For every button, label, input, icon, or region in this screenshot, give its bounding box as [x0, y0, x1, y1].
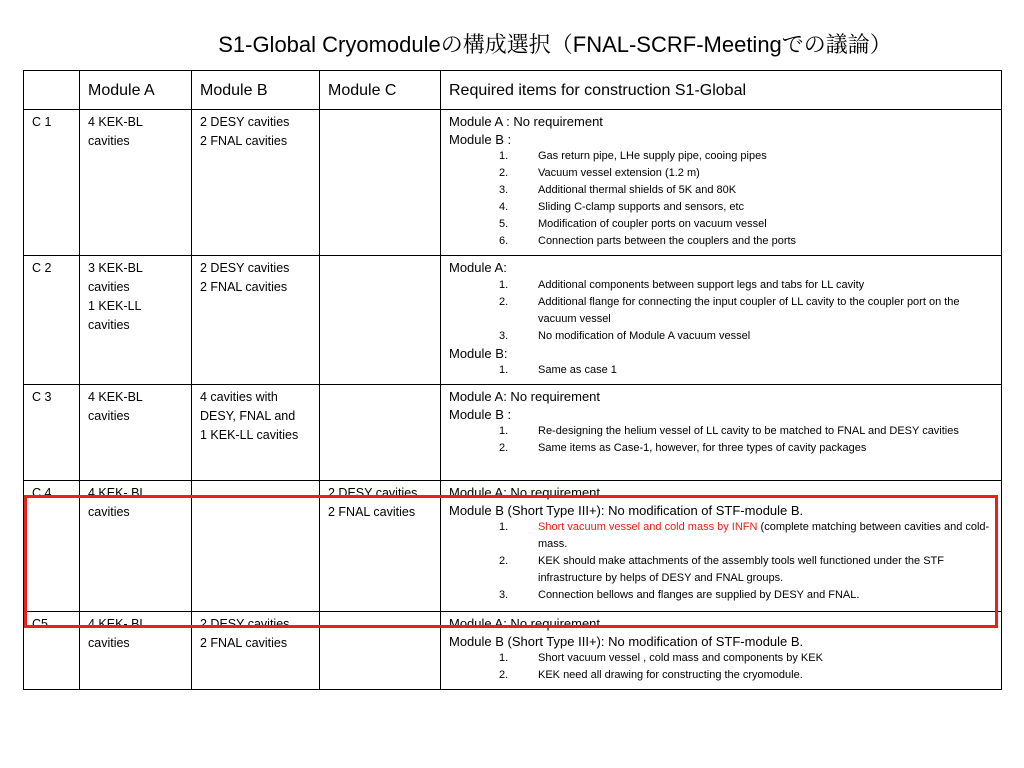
table-row-c2 — [24, 256, 1002, 385]
table-row-c5 — [24, 612, 1002, 690]
list-item — [449, 519, 993, 553]
list-number: 6. — [499, 235, 509, 247]
cell-line: 2 DESY cavities — [328, 486, 418, 500]
requirement-line: Module A: — [449, 260, 507, 275]
case-label: C 1 — [24, 110, 80, 256]
list-number: 1. — [499, 521, 509, 533]
list-number: 2. — [499, 295, 509, 308]
requirement-list — [449, 148, 993, 250]
module-a-cell — [80, 256, 192, 385]
cell-line: 4 KEK- BL — [88, 486, 147, 500]
list-item-text: Vacuum vessel extension (1.2 m) — [538, 167, 700, 179]
list-item-text: Additional flange for connecting the input coupler of LL cavity to the coupler port on the vacuum vessel — [538, 295, 960, 325]
requirement-line: Module A : No requirement — [449, 114, 603, 129]
list-item — [449, 233, 993, 250]
module-b-cell — [192, 385, 320, 481]
list-item — [449, 294, 993, 328]
list-item-text: KEK need all drawing for constructing the cryomodule. — [538, 669, 803, 681]
cell-line: 2 FNAL cavities — [200, 134, 288, 148]
list-item-text: KEK should make attachments of the assembly tools well functioned under the STF infrastructure by helps of DESY and FNAL groups. — [538, 555, 944, 584]
list-item-text: Modification of coupler ports on vacuum vessel — [538, 218, 767, 230]
module-c-cell — [320, 385, 441, 481]
list-item — [449, 440, 993, 457]
cell-line: 1 KEK-LL cavities — [200, 428, 299, 442]
cell-line: 2 DESY cavities — [200, 617, 290, 631]
requirement-list — [449, 362, 993, 379]
requirement-list — [449, 423, 993, 457]
requirement-list — [449, 650, 993, 684]
list-item-text: Connection bellows and flanges are supplied by DESY and FNAL. — [538, 589, 860, 601]
requirement-line: Module A: No requirement — [449, 485, 601, 500]
list-item — [449, 199, 993, 216]
module-a-cell — [80, 481, 192, 612]
list-item-text: Additional components between support legs and tabs for LL cavity — [538, 278, 865, 291]
list-number: 2. — [499, 669, 509, 681]
required-items-cell — [441, 612, 1002, 690]
required-items-cell — [441, 385, 1002, 481]
list-number: 1. — [499, 278, 509, 291]
cell-line: cavities — [88, 636, 130, 650]
module-b-cell — [192, 612, 320, 690]
table-row-c3 — [24, 385, 1002, 481]
cell-line: 2 DESY cavities — [200, 115, 290, 129]
cell-line: DESY, FNAL and — [200, 409, 296, 423]
requirement-list — [449, 277, 993, 345]
list-item — [449, 650, 993, 667]
required-items-cell — [441, 110, 1002, 256]
module-c-cell — [320, 110, 441, 256]
required-items-cell — [441, 481, 1002, 612]
table-header-row — [24, 71, 1002, 110]
cell-line: 2 FNAL cavities — [200, 280, 288, 294]
header-module-a: Module A — [80, 71, 192, 110]
requirement-line: Module A: No requirement — [449, 389, 601, 404]
requirement-line: Module B (Short Type III+): No modification of STF-module B. — [449, 502, 804, 518]
highlighted-text: Short vacuum vessel and cold mass by INFN — [538, 521, 758, 533]
module-a-cell — [80, 385, 192, 481]
list-item — [449, 587, 993, 604]
cell-line: 4 cavities with — [200, 390, 278, 404]
cell-line: cavities — [88, 505, 130, 519]
cell-line: 4 KEK-BL — [88, 390, 143, 404]
requirement-line: Module B: — [449, 345, 508, 361]
module-b-cell — [192, 110, 320, 256]
case-label: C 4 — [24, 481, 80, 612]
module-a-cell — [80, 110, 192, 256]
list-item-text: (complete matching between cavities and cold-mass. — [538, 521, 990, 550]
cell-line: 2 FNAL cavities — [328, 505, 416, 519]
requirement-line: Module A: No requirement — [449, 616, 601, 631]
list-item-text: No modification of Module A vacuum vessel — [538, 329, 751, 342]
module-b-cell — [192, 256, 320, 385]
cell-line: 2 DESY cavities — [200, 261, 290, 275]
header-module-b: Module B — [192, 71, 320, 110]
list-item-text: Re-designing the helium vessel of LL cavity to be matched to FNAL and DESY cavities — [538, 425, 959, 437]
list-item — [449, 277, 993, 294]
header-cell-empty — [24, 71, 80, 110]
module-c-cell — [320, 256, 441, 385]
list-number: 1. — [499, 150, 509, 162]
list-number: 3. — [499, 589, 509, 601]
list-number: 2. — [499, 167, 509, 179]
module-a-cell — [80, 612, 192, 690]
cell-line: 4 KEK-BL — [88, 115, 143, 129]
required-items-cell — [441, 256, 1002, 385]
list-number: 5. — [499, 218, 509, 230]
table-row-c4 — [24, 481, 1002, 612]
list-item — [449, 553, 993, 587]
cryomodule-options-table — [23, 70, 1002, 690]
list-item — [449, 667, 993, 684]
list-number: 4. — [499, 201, 509, 213]
list-item-text: Connection parts between the couplers and the ports — [538, 235, 797, 247]
list-item — [449, 148, 993, 165]
list-item — [449, 165, 993, 182]
case-label: C 3 — [24, 385, 80, 481]
list-item-text: Short vacuum vessel , cold mass and components by KEK — [538, 652, 823, 664]
cell-line: cavities — [88, 318, 130, 332]
requirement-list — [449, 519, 993, 604]
list-item-text: Sliding C-clamp supports and sensors, etc — [538, 201, 745, 213]
module-b-cell — [192, 481, 320, 612]
list-number: 1. — [499, 364, 509, 376]
list-item-text: Gas return pipe, LHe supply pipe, cooing pipes — [538, 150, 767, 162]
table-row-c1 — [24, 110, 1002, 256]
requirement-line: Module B : — [449, 406, 512, 422]
list-item-text: Same as case 1 — [538, 364, 617, 376]
list-item — [449, 362, 993, 379]
list-item-text: Additional thermal shields of 5K and 80K — [538, 184, 737, 196]
cell-line: 2 FNAL cavities — [200, 636, 288, 650]
case-label: C 2 — [24, 256, 80, 385]
list-number: 1. — [499, 425, 509, 437]
requirement-line: Module B (Short Type III+): No modification of STF-module B. — [449, 633, 804, 649]
list-item — [449, 216, 993, 233]
slide-title: S1-Global Cryomoduleの構成選択（FNAL-SCRF-Meetingでの議論） — [218, 32, 892, 57]
cell-line: cavities — [88, 134, 130, 148]
module-c-cell — [320, 612, 441, 690]
requirement-line: Module B : — [449, 131, 512, 147]
cell-line: cavities — [88, 280, 130, 294]
list-item — [449, 182, 993, 199]
list-item — [449, 328, 993, 345]
cell-line: 1 KEK-LL — [88, 299, 142, 313]
list-number: 3. — [499, 184, 509, 196]
module-c-cell — [320, 481, 441, 612]
case-label: C5 — [24, 612, 80, 690]
list-number: 1. — [499, 652, 509, 664]
header-module-c: Module C — [320, 71, 441, 110]
list-number: 2. — [499, 442, 509, 454]
list-item-text: Same items as Case-1, however, for three types of cavity packages — [538, 442, 867, 454]
cell-line: 4 KEK- BL — [88, 617, 147, 631]
header-required-items: Required items for construction S1-Global — [441, 71, 1002, 110]
list-item — [449, 423, 993, 440]
cell-line: 3 KEK-BL — [88, 261, 143, 275]
list-number: 2. — [499, 555, 509, 567]
cell-line: cavities — [88, 409, 130, 423]
list-number: 3. — [499, 329, 509, 342]
